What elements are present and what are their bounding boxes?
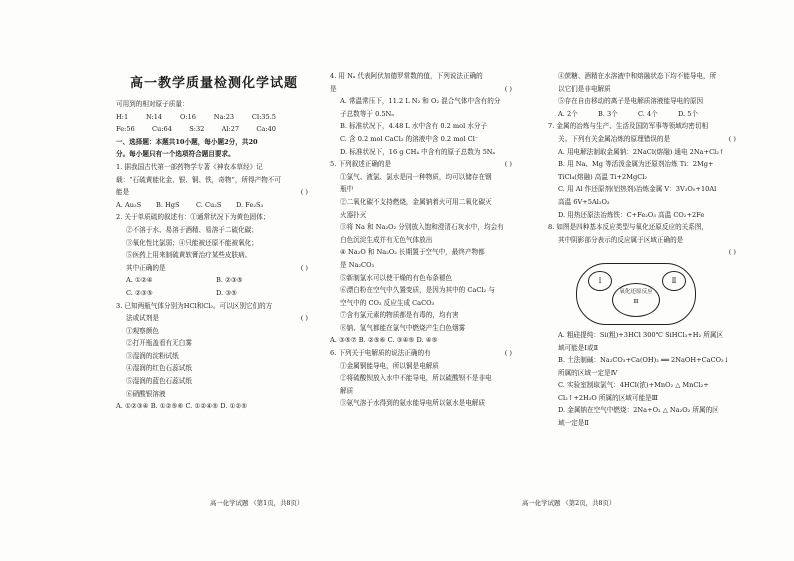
option: C. 4个 <box>638 109 658 118</box>
answer-bracket: ( ) <box>300 314 308 323</box>
option: D. 标准状况下，16 g CH₄ 中含有的原子总数为 5Nₐ <box>340 147 496 156</box>
atom-mass: S:32 <box>189 125 205 134</box>
question-6-options <box>548 108 744 121</box>
question-2-options <box>116 274 316 287</box>
page-footer-1: 高一化学试题 （第1页，共8页） <box>210 499 304 507</box>
atomic-mass-row-2 <box>116 123 276 136</box>
option: D. 用热还原法冶炼铁：C+Fe₂O₃ 高温 CO₂+2Fe <box>558 210 705 219</box>
question-6-item: 以它们是非电解质 <box>558 84 611 93</box>
column-1 <box>116 70 316 413</box>
question-5-item: ③将 Na 和 Na₂O₂ 分别放入饱和澄清石灰水中，均会有 <box>340 223 504 232</box>
atom-mass: Na:23 <box>213 112 235 121</box>
option: 域可能是Ⅰ或Ⅱ <box>558 343 599 352</box>
answer-bracket: ( ) <box>728 134 736 143</box>
option: D. ③⑤ <box>216 288 238 297</box>
question-5-item: 火器扑灭 <box>340 210 367 219</box>
answer-bracket: ( ) <box>300 263 308 272</box>
question-5-item: 是 Na₂CO₃ <box>340 260 375 269</box>
question-6-item: ④蔗糖、酒精在水溶液中和熔融状态下均不能导电，所 <box>558 72 717 80</box>
option: 子总数等于 0.5Nₐ <box>340 109 394 118</box>
diagram-redox-ellipse <box>612 283 660 317</box>
question-6-item: ①金属铜能导电，所以铜是电解质 <box>340 361 439 370</box>
question-8-bracket-row <box>548 246 744 259</box>
answer-bracket: ( ) <box>504 160 512 169</box>
question-3-item: ④湿润的红色石蕊试纸 <box>126 364 192 373</box>
question-6-item: ③氨气溶于水得到的氨水能导电所以氨水是电解质 <box>340 399 486 408</box>
question-5-item: ⑥漂白粉在空气中久置变质，是因为其中的 CaCl₂ 与 <box>340 286 495 295</box>
column-3 <box>548 70 744 430</box>
atom-mass: Cl:35.5 <box>251 112 276 121</box>
question-1-text: 能是 ( ) <box>116 186 316 199</box>
question-5-item: ①氯气、液氯、氯水是同一种物质，均可以储存在钢 <box>340 172 492 181</box>
question-5: 5. 下列叙述正确的是 ( ) <box>330 158 520 171</box>
question-1-text: 载：“石硫黄能化金、银、铜、铁，奇物”，所得产物不可 <box>116 175 281 184</box>
option: Cl₂↑+2H₂O 所属的区域可能是Ⅲ <box>558 393 659 402</box>
option: A. 常温常压下，11.2 L N₂ 和 O₂ 混合气体中含有的分 <box>340 97 501 106</box>
question-3-item: ⑥硝酸银溶液 <box>126 389 166 398</box>
diagram-redox-label: 氧化还原反应 <box>619 288 653 295</box>
reaction-type-diagram <box>576 263 696 325</box>
diagram-region-2: Ⅱ <box>662 271 686 291</box>
option: 域一定是Ⅱ <box>558 419 589 428</box>
question-2-text: ⑤医药上用来制硫黄软膏治疗某些皮肤病。 <box>126 251 252 260</box>
question-5-item: 白色沉淀生成并有无色气体放出 <box>340 235 433 244</box>
option: B. 标准状况下，4.48 L 水中含有 0.2 mol 水分子 <box>340 122 488 131</box>
answer-bracket: ( ) <box>504 84 512 93</box>
question-3-item: ②打开瓶盖看有无白雾 <box>126 339 192 348</box>
page-title: 高一教学质量检测化学试题 <box>130 76 299 91</box>
atom-mass: Fe:56 <box>116 125 135 134</box>
option: 高温 6V+5Al₂O₃ <box>558 197 610 206</box>
option: B. 土法制碱：Na₂CO₃+Ca(OH)₂ ══ 2NaOH+CaCO₃↓ <box>558 356 730 365</box>
answer-bracket: ( ) <box>728 248 736 257</box>
atom-mass: O:16 <box>179 112 196 121</box>
question-3: 3. 已知两瓶气体分别为HCl和Cl₂。可以区别它们的方 <box>116 301 273 310</box>
question-3-item: ⑤湿润的蓝色石蕊试纸 <box>126 377 192 386</box>
option: C. 用 Al 作还原剂(铝热剂)冶炼金属 V：3V₂O₅+10Al <box>558 185 717 194</box>
option: C. Cu₂S <box>196 200 222 209</box>
question-2-text: 其中正确的是 ( ) <box>116 262 316 275</box>
question-5-item: 空气中的 CO₂ 反应生成 CaCO₃ <box>340 298 435 307</box>
option: C. 实验室制取氯气：4HCl(浓)+MnO₂ △ MnCl₂+ <box>558 381 709 390</box>
question-4: 4. 用 Nₐ 代表阿伏加德罗常数的值，下列说法正确的 <box>330 72 483 80</box>
question-6-item: ⑤存在自由移动的离子是电解质溶液能导电的原因 <box>558 97 704 106</box>
question-3-item: ①观察颜色 <box>126 326 159 335</box>
option: A. 粗硅提纯：Si(粗)+3HCl 300℃ SiHCl₃+H₂ 所属区 <box>558 330 724 339</box>
option: D. 5个 <box>678 109 699 118</box>
question-7: 7. 金属的冶炼与生产、生活及国防军事等领域均密切相 <box>548 122 709 131</box>
question-8-text: 其中阴影部分表示的反应属于区域正确的是 <box>558 235 684 244</box>
option: B. 3个 <box>598 109 618 118</box>
question-3-text: 法或试剂是 ( ) <box>116 312 316 325</box>
question-5-item: 瓶中 <box>340 185 354 194</box>
option: D. 金属钠在空气中燃烧：2Na+O₂ △ Na₂O₂ 所属的区 <box>558 406 719 415</box>
option: 所属的区域一定是Ⅳ <box>558 368 618 377</box>
option: TiCl₄(熔融) 高温 Ti+2MgCl₂ <box>558 172 648 181</box>
diagram-region-3: Ⅲ <box>633 298 639 305</box>
column-2 <box>330 70 520 410</box>
answer-bracket: ( ) <box>300 188 308 197</box>
atom-mass: Ca:40 <box>256 125 276 134</box>
question-5-item: ⑤新制氯水可以使干燥的有色布条褪色 <box>340 273 453 282</box>
question-2: 2. 关于单质硫的叙述有：①通常状况下为黄色固体； <box>116 213 270 222</box>
option: A. ①②④ <box>126 276 153 285</box>
option: B. ②③⑤ <box>216 276 243 285</box>
atomic-mass-intro: 可用到的相对原子质量： <box>116 100 189 108</box>
answer-bracket: ( ) <box>504 349 512 358</box>
question-6-item: ②将硫酸钡放入水中不能导电，所以硫酸钡不是非电 <box>340 374 492 383</box>
question-2-text: ②不溶于水、易溶于酒精、易溶于二硫化碳； <box>126 225 258 234</box>
atom-mass: N:14 <box>145 112 163 121</box>
atomic-mass-row-1 <box>116 111 276 124</box>
option: C. 含 0.2 mol CaCl₂ 的溶液中含 0.2 mol Cl⁻ <box>340 134 479 143</box>
question-5-item: ⑧钠、氢气都能在氯气中燃烧产生白色烟雾 <box>340 323 466 332</box>
option: B. HgS <box>156 200 180 209</box>
question-3-item: ③湿润的淀粉试纸 <box>126 351 179 360</box>
question-1-options <box>116 199 316 212</box>
option: C. ②③⑤ <box>126 288 153 297</box>
question-5-item: ⑦含有氯元素的物质都是有毒的，均有害 <box>340 311 459 320</box>
question-1: 1. 据我国古代第一部药物学专著《神农本草经》记 <box>116 162 263 171</box>
option: B. 用 Na、Mg 等活泼金属为还原剂冶炼 Ti：2Mg+ <box>558 160 714 169</box>
atom-mass: Cu:64 <box>152 125 172 134</box>
question-2-options <box>116 287 316 300</box>
option: A. 用电解法制取金属钠：2NaCl(熔融) 通电 2Na+Cl₂↑ <box>558 147 725 156</box>
atom-mass: Al:27 <box>221 125 240 134</box>
question-8: 8. 如图是四种基本反应类型与氧化还原反应的关系图， <box>548 223 709 232</box>
page-footer-2: 高一化学试题 （第2页，共8页） <box>522 499 616 507</box>
question-4-text: 是 ( ) <box>330 83 520 96</box>
atom-mass: H:1 <box>116 112 129 121</box>
question-5-item: ④ Na₂O 和 Na₂O₂ 长期置于空气中，最终产物都 <box>340 248 485 257</box>
question-3-options: A. ①②③④ B. ①②⑤⑥ C. ①②④⑤ D. ①②⑤ <box>116 402 248 411</box>
question-5-item: ②二氧化碳不支持燃烧，金属钠着火可用二氧化碳灭 <box>340 197 492 206</box>
question-6-item: 解质 <box>340 386 354 395</box>
question-7-text: 关。下列有关金属冶炼的原理错误的是 ( ) <box>548 133 744 146</box>
option: A. 2个 <box>558 109 578 118</box>
question-6: 6. 下列关于电解质的说法正确的有 ( ) <box>330 347 520 360</box>
section-heading-cont: 分。每小题只有一个选项符合题目要求。 <box>116 150 235 159</box>
section-heading: 一、选择题：本题共10小题，每小题2分，共20 <box>116 137 258 146</box>
question-2-text: ③氧化性比氯弱；④只能被还原不能被氧化； <box>126 238 258 247</box>
option: A. Au₂S <box>116 200 142 209</box>
question-5-options: A. ③⑤⑦ B. ②⑤⑥ C. ③④⑤ D. ④⑤ <box>330 336 438 345</box>
diagram-region-1: Ⅰ <box>588 271 612 291</box>
option: D. Fe₂S₃ <box>236 200 264 209</box>
